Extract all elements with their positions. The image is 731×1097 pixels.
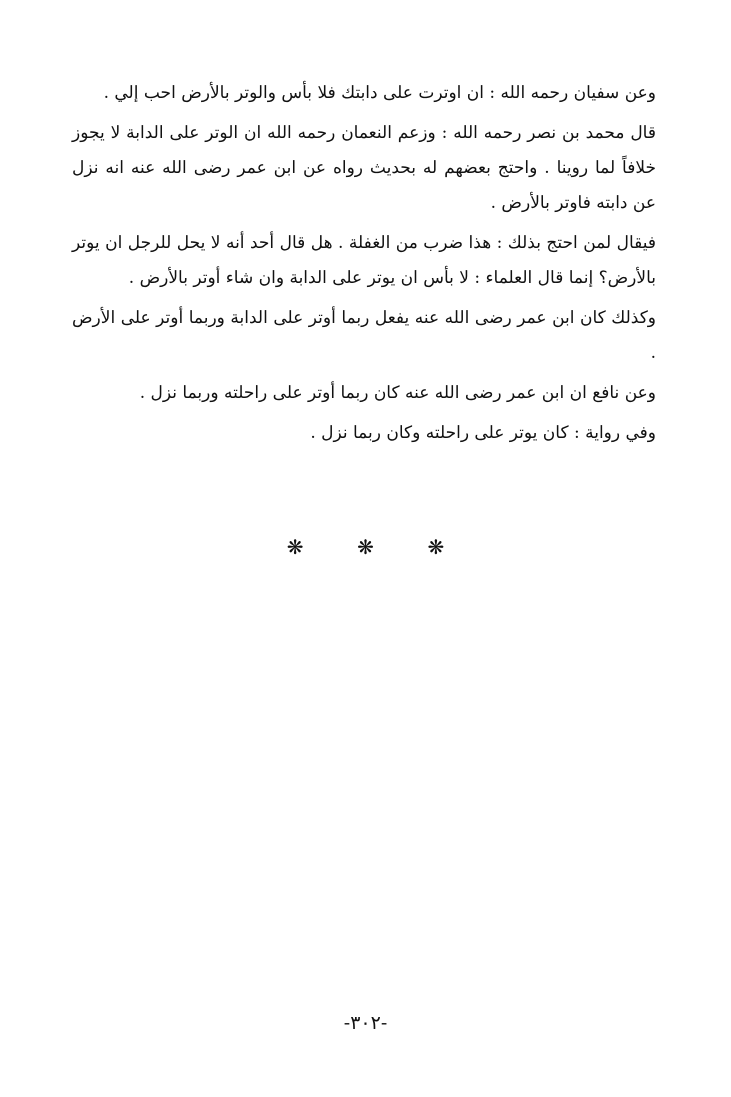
paragraph-5: وعن نافع ان ابن عمر رضى الله عنه كان ربما أوتر على راحلته وربما نزل .: [139, 383, 656, 403]
paragraph-2: قال محمد بن نصر رحمه الله : وزعم النعمان رحمه الله ان الوتر على الدابة لا يجوز خلافاً لما روينا . واحتج بعضهم له بحديث رواه عن ابن عمر رضى الله عنه انه نزل عن دابته فاوتر بالأرض .: [72, 123, 656, 213]
asterism-icon: ❋: [286, 535, 304, 559]
paragraph-6: وفي رواية : كان يوتر على راحلته وكان ربما نزل .: [310, 423, 656, 443]
paragraph-3: فيقال لمن احتج بذلك : هذا ضرب من الغفلة . هل قال أحد أنه لا يحل للرجل ان يوتر بالأرض؟ إنما قال العلماء : لا بأس ان يوتر على الدابة وان شاء أوتر بالأرض .: [72, 233, 656, 288]
page-number: -٣٠٢-: [343, 1012, 388, 1034]
asterism-icon: ❋: [357, 535, 374, 559]
section-divider: [0, 535, 731, 559]
body-text: [72, 76, 656, 456]
asterism-icon: ❋: [427, 535, 445, 559]
paragraph-4: وكذلك كان ابن عمر رضى الله عنه يفعل ربما أوتر على الدابة وربما أوتر على الأرض .: [72, 308, 656, 363]
paragraph-1: وعن سفيان رحمه الله : ان اوترت على دابتك فلا بأس والوتر بالأرض احب إلي .: [103, 83, 656, 103]
